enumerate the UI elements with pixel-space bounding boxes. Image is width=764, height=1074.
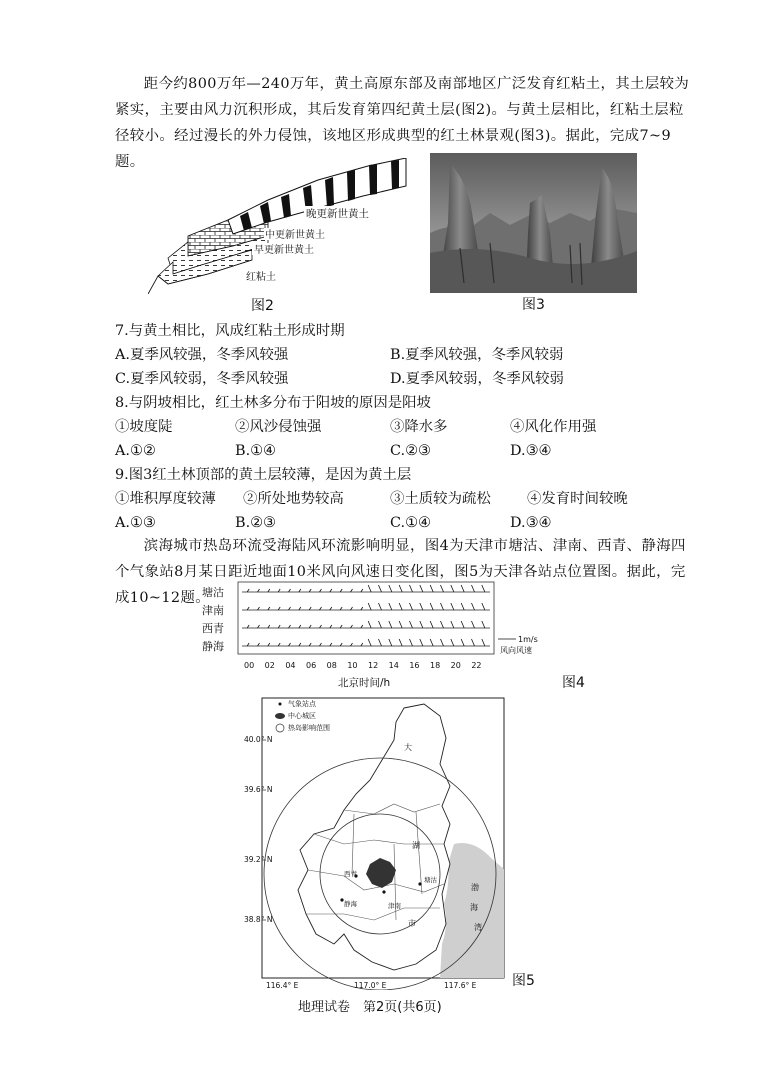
q9-option-a[interactable]: A.①③ [115,515,156,531]
fig4-hour-tick: 08 [326,661,337,670]
q9-option-d[interactable]: D.③④ [510,515,552,531]
fig5-place-jinnan: 津南 [388,902,401,910]
fig5-place-tanggu: 塘沽 [424,876,437,884]
q8-option-d[interactable]: D.③④ [510,443,552,459]
fig2-label-redclay: 红粘土 [246,272,276,283]
fig2-label-middle: 中更新世黄土 [265,230,325,241]
q8-option-c[interactable]: C.②③ [390,443,431,459]
fig5-place-hu: 湖 [412,841,420,850]
q8-item-1: ①坡度陡 [115,419,173,435]
fig4-xlabel: 北京时间/h [338,677,391,689]
fig4-station-3: 静海 [202,640,224,653]
fig5-lon-0: 116.4° E [266,981,299,990]
fig4-station-1: 津南 [202,604,224,617]
q8-stem: 8.与阴坡相比，红土林多分布于阳坡的原因是阳坡 [115,395,431,411]
fig5-legend-city: 中心城区 [288,712,316,720]
fig4-hour-tick: 10 [347,661,358,670]
figure-4-caption: 图4 [562,675,585,691]
figure-5-map [244,694,508,990]
fig5-legend-station: 气象站点 [288,700,316,708]
fig5-place-xiqing: 西青 [344,870,357,878]
q9-stem: 9.图3红土林顶部的黄土层较薄，是因为黄土层 [115,467,412,483]
figure-4-wind-chart [200,578,560,690]
intro-paragraph-1: 距今约800万年—240万年，黄土高原东部及南部地区广泛发育红粘土，其土层较为紧实，主要由风力沉积形成，其后发育第四纪黄土层(图2)。与黄土层相比，红粘土层粒径较小。经过漫长的外力侵蚀，该地区形成典型的红土林景观(图3)。据此，完成7~9题。 [115,76,690,170]
fig5-place-wan: 湾 [474,923,482,932]
fig5-place-da: 大 [404,743,412,752]
fig4-hour-tick: 00 [244,661,255,670]
q9-item-3: ③土质较为疏松 [390,491,491,507]
fig4-hour-tick: 20 [450,661,461,670]
fig4-hour-tick: 14 [388,661,399,670]
fig2-label-late: 晚更新世黄土 [306,208,369,220]
q9-item-1: ①堆积厚度较薄 [115,491,216,507]
fig4-station-0: 塘沽 [202,586,224,599]
q8-item-3: ③降水多 [390,419,448,435]
q8-item-2: ②风沙侵蚀强 [235,419,322,435]
fig4-hour-tick: 22 [471,661,482,670]
fig5-place-hai: 海 [470,903,478,912]
figure-5-caption: 图5 [512,973,535,989]
q8-item-4: ④风化作用强 [510,419,597,435]
page-footer: 地理试卷 第2页(共6页) [298,1000,442,1015]
fig5-lat-2: 39.2° N [244,855,273,864]
fig5-lat-3: 38.8° N [244,915,273,924]
fig5-lat-1: 39.6° N [244,785,273,794]
figure-3-caption: 图3 [522,297,545,313]
q9-option-c[interactable]: C.①④ [390,515,431,531]
fig5-lon-2: 117.6° E [444,981,477,990]
figure-2-diagram [148,158,410,294]
fig5-place-bo: 渤 [471,883,479,892]
fig4-hour-tick: 12 [368,661,379,670]
fig4-hour-tick: 18 [430,661,441,670]
fig4-hour-tick: 04 [285,661,296,670]
q7-option-d[interactable]: D.夏季风较弱，冬季风较弱 [390,371,564,387]
figure-2-caption: 图2 [251,298,274,314]
q8-option-b[interactable]: B.①④ [235,443,276,459]
fig5-place-shi: 市 [408,919,416,928]
fig5-lat-0: 40.0° N [244,735,273,744]
fig4-legend-speed: 1m/s [518,635,538,644]
q7-option-a[interactable]: A.夏季风较强，冬季风较强 [115,347,289,363]
q7-option-b[interactable]: B.夏季风较强，冬季风较弱 [390,347,564,363]
intro-paragraph-2: 滨海城市热岛环流受海陆风环流影响明显，图4为天津市塘沽、津南、西青、静海四个气象站8月某日距近地面10米风向风速日变化图，图5为天津各站点位置图。据此，完成10~12题。 [115,538,686,606]
q7-stem: 7.与黄土相比，风成红粘土形成时期 [115,323,345,339]
fig5-place-jinghai: 静海 [344,900,357,908]
q9-option-b[interactable]: B.②③ [235,515,276,531]
q9-item-4: ④发育时间较晚 [527,491,628,507]
q8-option-a[interactable]: A.①② [115,443,156,459]
fig4-hour-tick: 06 [306,661,317,670]
fig4-hour-tick: 16 [409,661,420,670]
fig4-station-2: 西青 [202,622,224,635]
fig2-label-early: 早更新世黄土 [254,245,314,256]
fig4-legend-label: 风向风速 [500,646,532,655]
figure-3-photo [430,153,637,293]
fig5-lon-1: 117.0° E [354,981,387,990]
q7-option-c[interactable]: C.夏季风较弱，冬季风较强 [115,371,289,387]
fig5-legend-range: 热岛影响范围 [288,724,330,732]
fig4-hour-tick: 02 [264,661,275,670]
q9-item-2: ②所处地势较高 [243,491,344,507]
